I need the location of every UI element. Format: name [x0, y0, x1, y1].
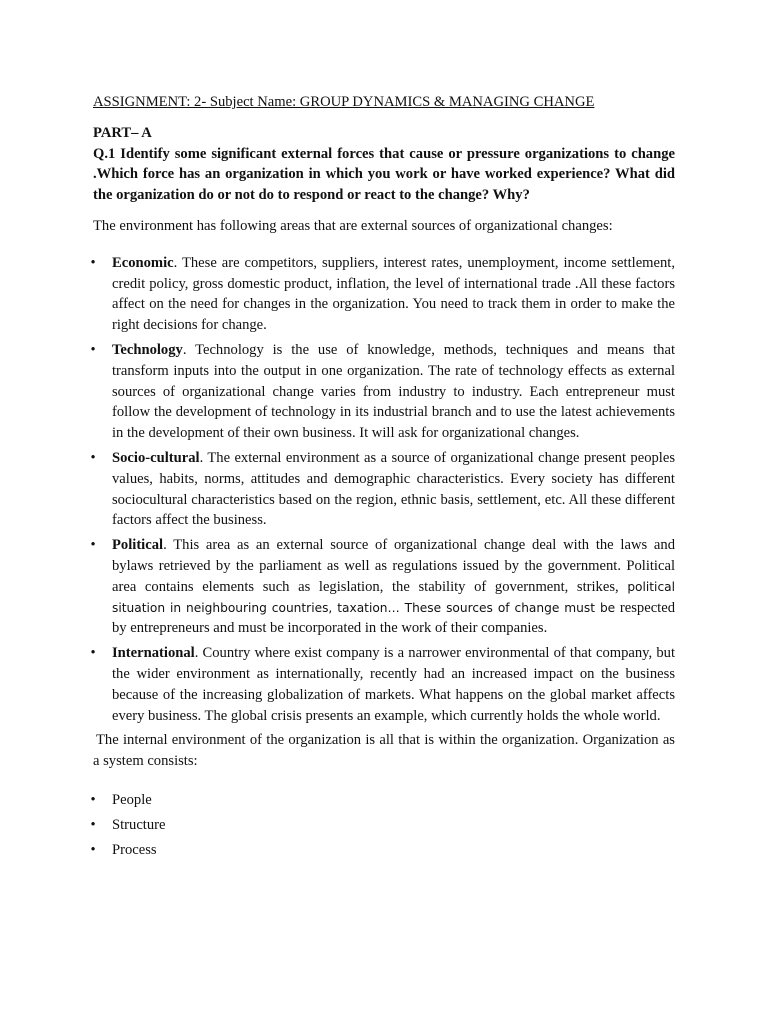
external-forces-list — [90, 253, 676, 727]
internal-environment-paragraph: The internal environment of the organization is all that is within the organization. Organization as a system consists: — [93, 732, 675, 770]
term-political: Political — [112, 537, 164, 554]
system-parts-list — [90, 790, 675, 861]
list-item-people — [90, 790, 675, 811]
term-socio-cultural: Socio-cultural — [112, 449, 200, 466]
term-economic: Economic — [112, 254, 174, 271]
list-item-international — [90, 643, 675, 726]
description-international: . Country where exist company is a narrower environmental of that company, but the wider environment as internationally, recently had an increased impact on the business because of the increasing globalization of markets. What happens on the global market affects every business. The global crisis presents an example, which currently holds the whole world. — [112, 645, 675, 724]
intro-paragraph: The environment has following areas that are external sources of organizational changes: — [93, 217, 613, 234]
assignment-title: ASSIGNMENT: 2- Subject Name: GROUP DYNAMICS & MANAGING CHANGE — [93, 94, 595, 110]
description-political: . This area as an external source of organizational change deal with the laws and bylaws retrieved by the parliament as well as regulations issued by the government. Political area contains elements such as legislation, the stability of government, strikes, — [112, 537, 675, 595]
description-political-end: respected by entrepreneurs and must be incorporated in the work of their companies. — [112, 599, 676, 637]
bullet-icon: • — [90, 537, 96, 554]
term-technology: Technology — [112, 341, 183, 358]
system-part-label: Structure — [112, 817, 166, 834]
bullet-icon: • — [90, 254, 96, 271]
description-political-sans: political situation in neighbouring countries, taxation… These sources of change must be — [112, 579, 675, 615]
description-technology: . Technology is the use of knowledge, methods, techniques and means that transform inputs into the output in one organization. The rate of technology effects as external sources of organizational change varies from industry to industry. Each entrepreneur must follow the development of technology in its industrial branch and to use the latest achievements in the development of their own business. It will ask for organizational changes. — [112, 341, 675, 442]
system-part-label: People — [112, 791, 152, 808]
description-socio-cultural: . The external environment as a source of organizational change present peoples values, habits, norms, attitudes and demographic characteristics. Every society has different sociocultural characteristics based on the region, ethnic basis, settlement, etc. All these different factors affect the business. — [112, 449, 675, 529]
description-economic: . These are competitors, suppliers, interest rates, unemployment, income settlement, credit policy, gross domestic product, inflation, the level of international trade .All these factors affect on the need for changes in the organization. You need to track them in order to make the right decisions for change. — [112, 254, 675, 334]
bullet-icon: • — [90, 341, 96, 358]
list-item-process — [90, 840, 675, 861]
bullet-icon: • — [90, 645, 96, 662]
question-text: Q.1 Identify some significant external forces that cause or pressure organizations to change .Which force has an organization in which you work or have worked experience? What did the organization do or not do to respond or react to the change? Why? — [93, 145, 675, 204]
term-international: International — [112, 645, 195, 662]
system-part-label: Process — [112, 842, 157, 859]
list-item-political — [90, 535, 676, 639]
bullet-icon: • — [90, 817, 96, 834]
list-item-economic — [90, 253, 675, 336]
list-item-technology — [90, 340, 675, 444]
bullet-icon: • — [90, 842, 96, 859]
bullet-icon: • — [90, 791, 96, 808]
list-item-socio-cultural — [90, 448, 675, 531]
list-item-structure — [90, 815, 675, 836]
part-heading: PART– A — [93, 124, 152, 141]
bullet-icon: • — [90, 449, 96, 466]
